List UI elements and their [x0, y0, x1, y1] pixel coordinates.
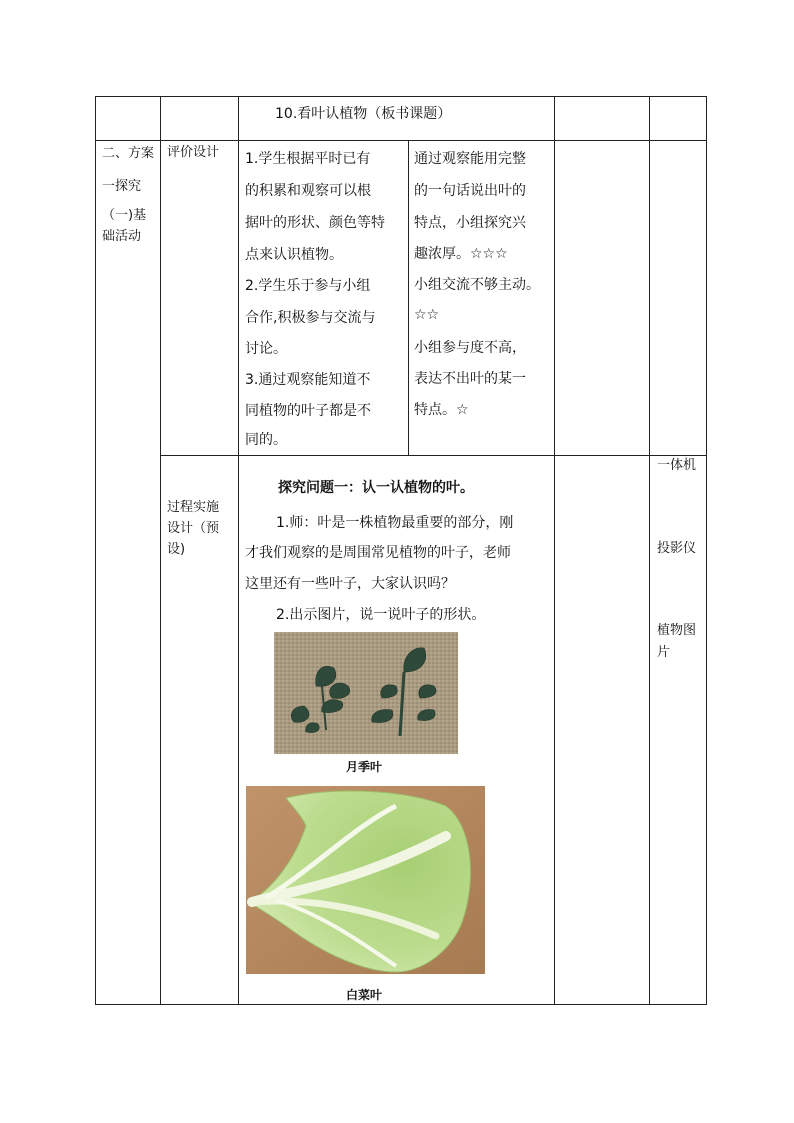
question-title: 探究问题一：认一认植物的叶。	[278, 480, 474, 496]
criteria-line: 的一句话说出叶的	[414, 183, 526, 199]
table-col-divider	[238, 96, 239, 1005]
criteria-line: 小组参与度不高，	[414, 340, 526, 356]
section-label-line: 二、方案	[102, 146, 155, 161]
rose-leaf-icon	[274, 632, 458, 754]
table-col-divider	[160, 96, 161, 1005]
goal-line: 的积累和观察可以根	[245, 183, 371, 199]
resource-item: 片	[657, 645, 671, 660]
section-label-line: 础活动	[102, 229, 142, 244]
process-label-line: 过程实施	[167, 500, 220, 515]
process-label-line: 设)	[167, 542, 186, 557]
process-label-line: 设计（预	[167, 521, 220, 536]
table-border-bottom	[95, 1004, 706, 1005]
goal-line: 同的。	[245, 432, 287, 448]
table-row-divider	[95, 140, 706, 141]
goal-line: 点来认识植物。	[245, 247, 343, 263]
criteria-line: 通过观察能用完整	[414, 151, 526, 167]
goal-line: 讨论。	[245, 341, 287, 357]
goal-line: 合作,积极参与交流与	[245, 310, 376, 326]
table-border-left	[95, 96, 96, 1005]
image-caption: 白菜叶	[345, 988, 382, 1002]
criteria-line: 趣浓厚。☆☆☆	[414, 246, 508, 262]
paragraph-line: 才我们观察的是周围常见植物的叶子，老师	[245, 545, 511, 561]
paragraph-line: 这里还有一些叶子，大家认识吗？	[245, 576, 455, 592]
table-col-divider	[408, 140, 409, 455]
criteria-line: 小组交流不够主动。	[414, 277, 540, 293]
section-label-line: （一)基	[102, 208, 147, 223]
criteria-line: 特点，小组探究兴	[414, 215, 526, 231]
cabbage-leaf-photo	[246, 786, 485, 974]
goal-line: 3.通过观察能知道不	[245, 372, 371, 388]
image-caption: 月季叶	[345, 760, 382, 774]
criteria-line: 表达不出叶的某一	[414, 371, 526, 387]
evaluation-label: 评价设计	[167, 145, 220, 160]
table-border-right	[706, 96, 707, 1005]
lesson-title: 10.看叶认植物（板书课题）	[275, 106, 452, 122]
resource-item: 植物图	[657, 623, 697, 638]
criteria-line: ☆☆	[414, 307, 440, 323]
resource-item: 投影仪	[657, 541, 697, 556]
section-label-line: 一探究	[102, 179, 142, 194]
cabbage-leaf-icon	[246, 786, 485, 974]
goal-line: 2.学生乐于参与小组	[245, 278, 371, 294]
paragraph-line: 2.出示图片，说一说叶子的形状。	[276, 607, 486, 623]
goal-line: 1.学生根据平时已有	[245, 151, 371, 167]
goal-line: 同植物的叶子都是不	[245, 403, 371, 419]
criteria-line: 特点。☆	[414, 402, 469, 418]
rose-leaf-photo	[274, 632, 458, 754]
table-row-divider	[160, 455, 706, 456]
table-border-top	[95, 96, 706, 97]
resource-item: 一体机	[657, 458, 697, 473]
table-col-divider	[554, 96, 555, 1005]
goal-line: 据叶的形状、颜色等特	[245, 215, 385, 231]
table-col-divider	[649, 96, 650, 1005]
paragraph-line: 1.师：叶是一株植物最重要的部分，刚	[276, 515, 514, 531]
